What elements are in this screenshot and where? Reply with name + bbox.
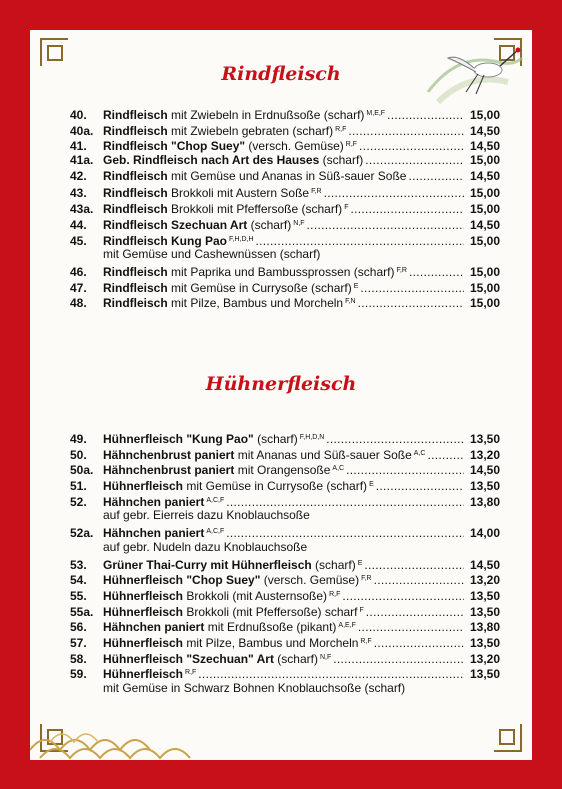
item-description: (versch. Gemüse): [260, 573, 360, 588]
menu-list-beef: [70, 106, 500, 310]
menu-item: [70, 169, 500, 185]
item-number: 43a.: [70, 202, 94, 217]
allergen-codes: R,F: [185, 669, 197, 677]
dot-leader: [350, 202, 464, 218]
item-number: 49.: [70, 432, 87, 446]
item-number: 54.: [70, 573, 87, 588]
item-number: 59.: [70, 667, 87, 682]
item-name: [103, 294, 356, 312]
item-price: 14,50: [469, 217, 500, 232]
menu-list-chicken: [70, 430, 500, 697]
item-name-bold: Rindfleisch Kung Pao: [103, 233, 228, 248]
item-description: (scharf): [253, 432, 298, 446]
item-name-bold: Hühnerfleisch "Szechuan" Art: [103, 651, 274, 666]
allergen-codes: F,R: [361, 575, 372, 583]
item-number: 45.: [70, 233, 87, 248]
item-name-bold: Rindfleisch: [103, 296, 168, 311]
allergen-codes: A,C: [413, 449, 426, 457]
item-subtext: auf gebr. Eierreis dazu Knoblauchsoße: [103, 508, 310, 523]
item-number: 55a.: [70, 604, 94, 619]
item-name-bold: Hühnerfleisch: [103, 479, 184, 494]
item-description: (scharf): [311, 557, 356, 572]
allergen-codes: F,R: [396, 266, 407, 274]
menu-item: [70, 493, 500, 509]
item-name-bold: Hähnchen paniert: [103, 620, 205, 635]
corner-ornament: [40, 38, 68, 66]
allergen-codes: F,R: [311, 188, 322, 196]
item-price: 15,00: [469, 264, 500, 279]
item-price: 13,50: [469, 604, 500, 619]
item-description: mit Erdnußsoße (pikant): [204, 620, 337, 635]
item-price: 13,20: [469, 573, 500, 588]
item-name-bold: Hühnerfleisch "Chop Suey": [103, 573, 261, 588]
item-name: [103, 169, 406, 185]
allergen-codes: N,F: [319, 653, 332, 661]
dot-leader: [348, 124, 464, 140]
dot-leader: [374, 573, 464, 589]
dot-leader: [365, 153, 464, 169]
item-number: 53.: [70, 557, 87, 572]
allergen-codes: R,F: [335, 125, 347, 133]
menu-item: [70, 263, 500, 279]
item-name-bold: Hähnchen paniert: [103, 526, 205, 541]
item-number: 44.: [70, 217, 87, 232]
item-description: mit Pilze, Bambus und Morcheln: [183, 635, 359, 650]
item-price: 13,50: [469, 432, 500, 446]
allergen-codes: F: [344, 204, 349, 212]
item-description: (scharf): [247, 217, 292, 232]
allergen-codes: E: [353, 282, 359, 290]
dot-leader: [427, 448, 464, 464]
item-number: 50a.: [70, 463, 94, 478]
item-name-bold: Grüner Thai-Curry mit Hühnerfleisch: [103, 557, 312, 572]
item-price: 13,20: [469, 447, 500, 462]
item-number: 57.: [70, 635, 87, 650]
menu-item: [70, 184, 500, 200]
item-number: 46.: [70, 264, 87, 279]
item-name-bold: Hühnerfleisch: [103, 604, 184, 619]
item-name-bold: Hähnchen paniert: [103, 494, 205, 509]
item-number: 40.: [70, 108, 87, 122]
item-description: Brokkoli mit Austern Soße: [167, 186, 310, 201]
dot-leader: [409, 265, 464, 281]
menu-item: [70, 650, 500, 666]
menu-item: [70, 153, 500, 169]
allergen-codes: A,E,F: [338, 622, 356, 630]
allergen-codes: A,C: [332, 465, 345, 473]
item-description: Brokkoli mit Pfeffersoße (scharf): [167, 202, 343, 217]
menu-item: [70, 430, 500, 446]
item-description: mit Pilze, Bambus und Morcheln: [167, 296, 344, 311]
dot-leader: [333, 652, 464, 668]
item-name-bold: Geb. Rindfleisch nach Art des Hauses: [103, 153, 320, 168]
item-number: 41.: [70, 139, 87, 154]
menu-item: [70, 587, 500, 603]
dot-leader: [307, 218, 464, 234]
menu-item: [70, 106, 500, 122]
item-name-bold: Rindfleisch: [103, 186, 168, 201]
item-description: mit Gemüse in Currysoße (scharf): [167, 280, 352, 295]
item-number: 56.: [70, 620, 87, 635]
dot-leader: [360, 281, 464, 297]
item-price: 14,50: [469, 168, 500, 183]
item-price: 15,00: [469, 296, 500, 311]
item-price: 15,00: [469, 280, 500, 295]
item-name: [103, 153, 363, 169]
menu-item: [70, 618, 500, 634]
item-price: 15,00: [469, 186, 500, 201]
menu-item: [70, 137, 500, 153]
allergen-codes: F,H,D,N: [299, 434, 325, 441]
menu-item: [70, 571, 500, 587]
item-name-bold: Hühnerfleisch: [103, 635, 184, 650]
item-description: (versch. Gemüse): [245, 139, 344, 154]
dot-leader: [374, 636, 464, 652]
item-name-bold: Hühnerfleisch "Kung Pao": [103, 432, 254, 446]
menu-item: [70, 279, 500, 295]
item-price: 13,50: [469, 479, 500, 494]
item-description: (scharf): [273, 651, 318, 666]
item-description: mit Ananas und Süß-sauer Soße: [234, 447, 412, 462]
item-price: 13,20: [469, 651, 500, 666]
allergen-codes: R,F: [360, 637, 372, 645]
item-number: 50.: [70, 447, 87, 462]
item-description: mit Gemüse in Currysoße (scharf): [183, 479, 368, 494]
item-price: 15,00: [469, 153, 500, 168]
item-number: 47.: [70, 280, 87, 295]
dot-leader: [358, 620, 464, 636]
item-number: 48.: [70, 296, 87, 311]
item-subtext: auf gebr. Nudeln dazu Knoblauchsoße: [103, 539, 308, 554]
waves-ornament: [30, 710, 220, 760]
menu-item: [70, 603, 500, 619]
item-name-bold: Rindfleisch "Chop Suey": [103, 139, 246, 154]
allergen-codes: N,F: [293, 219, 305, 227]
menu-item: [70, 294, 500, 310]
dot-leader: [376, 479, 464, 495]
dot-leader: [408, 169, 464, 185]
menu-item: [70, 122, 500, 138]
item-number: 55.: [70, 588, 87, 603]
item-price: 14,50: [469, 557, 500, 572]
item-description: mit Orangensoße: [234, 463, 331, 478]
item-description: (scharf): [319, 153, 364, 168]
item-description: Brokkoli (mit Pfeffersoße) scharf: [183, 604, 358, 619]
item-price: 15,00: [469, 108, 500, 122]
item-number: 58.: [70, 651, 87, 666]
item-name-bold: Hühnerfleisch: [103, 588, 184, 603]
item-price: 13,50: [469, 588, 500, 603]
item-description: mit Zwiebeln gebraten (scharf): [167, 123, 334, 138]
allergen-codes: R,F: [329, 590, 341, 598]
item-name-bold: Hühnerfleisch: [103, 667, 184, 682]
item-number: 51.: [70, 479, 87, 494]
item-name-bold: Hähnchenbrust paniert: [103, 463, 235, 478]
item-name-bold: Rindfleisch: [103, 108, 168, 122]
item-number: 52.: [70, 494, 87, 509]
item-price: 15,00: [469, 202, 500, 217]
menu-item: [70, 200, 500, 216]
item-price: 14,00: [469, 526, 500, 541]
item-description: mit Zwiebeln in Erdnußsoße (scharf): [167, 108, 365, 122]
allergen-codes: F,H,D,H: [229, 235, 254, 243]
section-title-beef: Rindfleisch: [221, 63, 341, 85]
menu-item: [70, 232, 500, 248]
item-price: 13,50: [469, 635, 500, 650]
item-price: 13,80: [469, 494, 500, 509]
allergen-codes: E: [357, 559, 363, 567]
allergen-codes: E: [369, 481, 374, 489]
allergen-codes: R,F: [345, 141, 358, 149]
item-name-bold: Hähnchenbrust paniert: [103, 447, 235, 462]
menu-item: [70, 477, 500, 493]
item-description: mit Paprika und Bambussprossen (scharf): [167, 264, 395, 279]
corner-ornament: [494, 724, 522, 752]
item-subtext: mit Gemüse und Cashewnüssen (scharf): [103, 247, 321, 262]
item-price: 14,50: [469, 463, 500, 478]
menu-item: [70, 556, 500, 572]
allergen-codes: M,E,F: [366, 110, 386, 117]
item-name-bold: Rindfleisch: [103, 123, 168, 138]
item-name-bold: Rindfleisch Szechuan Art: [103, 217, 248, 232]
item-subtext: mit Gemüse in Schwarz Bohnen Knoblauchsoße (scharf): [103, 681, 406, 695]
allergen-codes: F,N: [345, 298, 356, 306]
item-price: 15,00: [469, 233, 500, 248]
item-price: 14,50: [469, 123, 500, 138]
allergen-codes: A,C,F: [206, 496, 225, 504]
item-name-bold: Rindfleisch: [103, 202, 168, 217]
menu-item: [70, 216, 500, 232]
item-price: 13,50: [469, 667, 500, 682]
menu-page: [30, 30, 532, 760]
menu-item: [70, 524, 500, 540]
item-description: Brokkoli (mit Austernsoße): [183, 588, 328, 603]
item-name-bold: Rindfleisch: [103, 264, 168, 279]
dot-leader: [366, 605, 464, 621]
allergen-codes: F: [359, 606, 364, 614]
item-number: 41a.: [70, 153, 94, 168]
dot-leader: [364, 558, 464, 574]
item-number: 40a.: [70, 123, 94, 138]
item-price: 13,80: [469, 620, 500, 635]
item-description: mit Gemüse und Ananas in Süß-sauer Soße: [167, 168, 407, 183]
menu-item: [70, 634, 500, 650]
item-price: 14,50: [469, 139, 500, 154]
dot-leader: [358, 296, 464, 312]
item-number: 52a.: [70, 526, 94, 541]
menu-item: [70, 461, 500, 477]
item-number: 43.: [70, 186, 87, 201]
menu-item: [70, 665, 500, 681]
dot-leader: [387, 108, 464, 124]
item-name-bold: Rindfleisch: [103, 280, 168, 295]
menu-item: [70, 446, 500, 462]
section-title-chicken: Hühnerfleisch: [205, 373, 357, 395]
allergen-codes: A,C,F: [206, 528, 225, 536]
item-name-bold: Rindfleisch: [103, 168, 168, 183]
item-number: 42.: [70, 168, 87, 183]
